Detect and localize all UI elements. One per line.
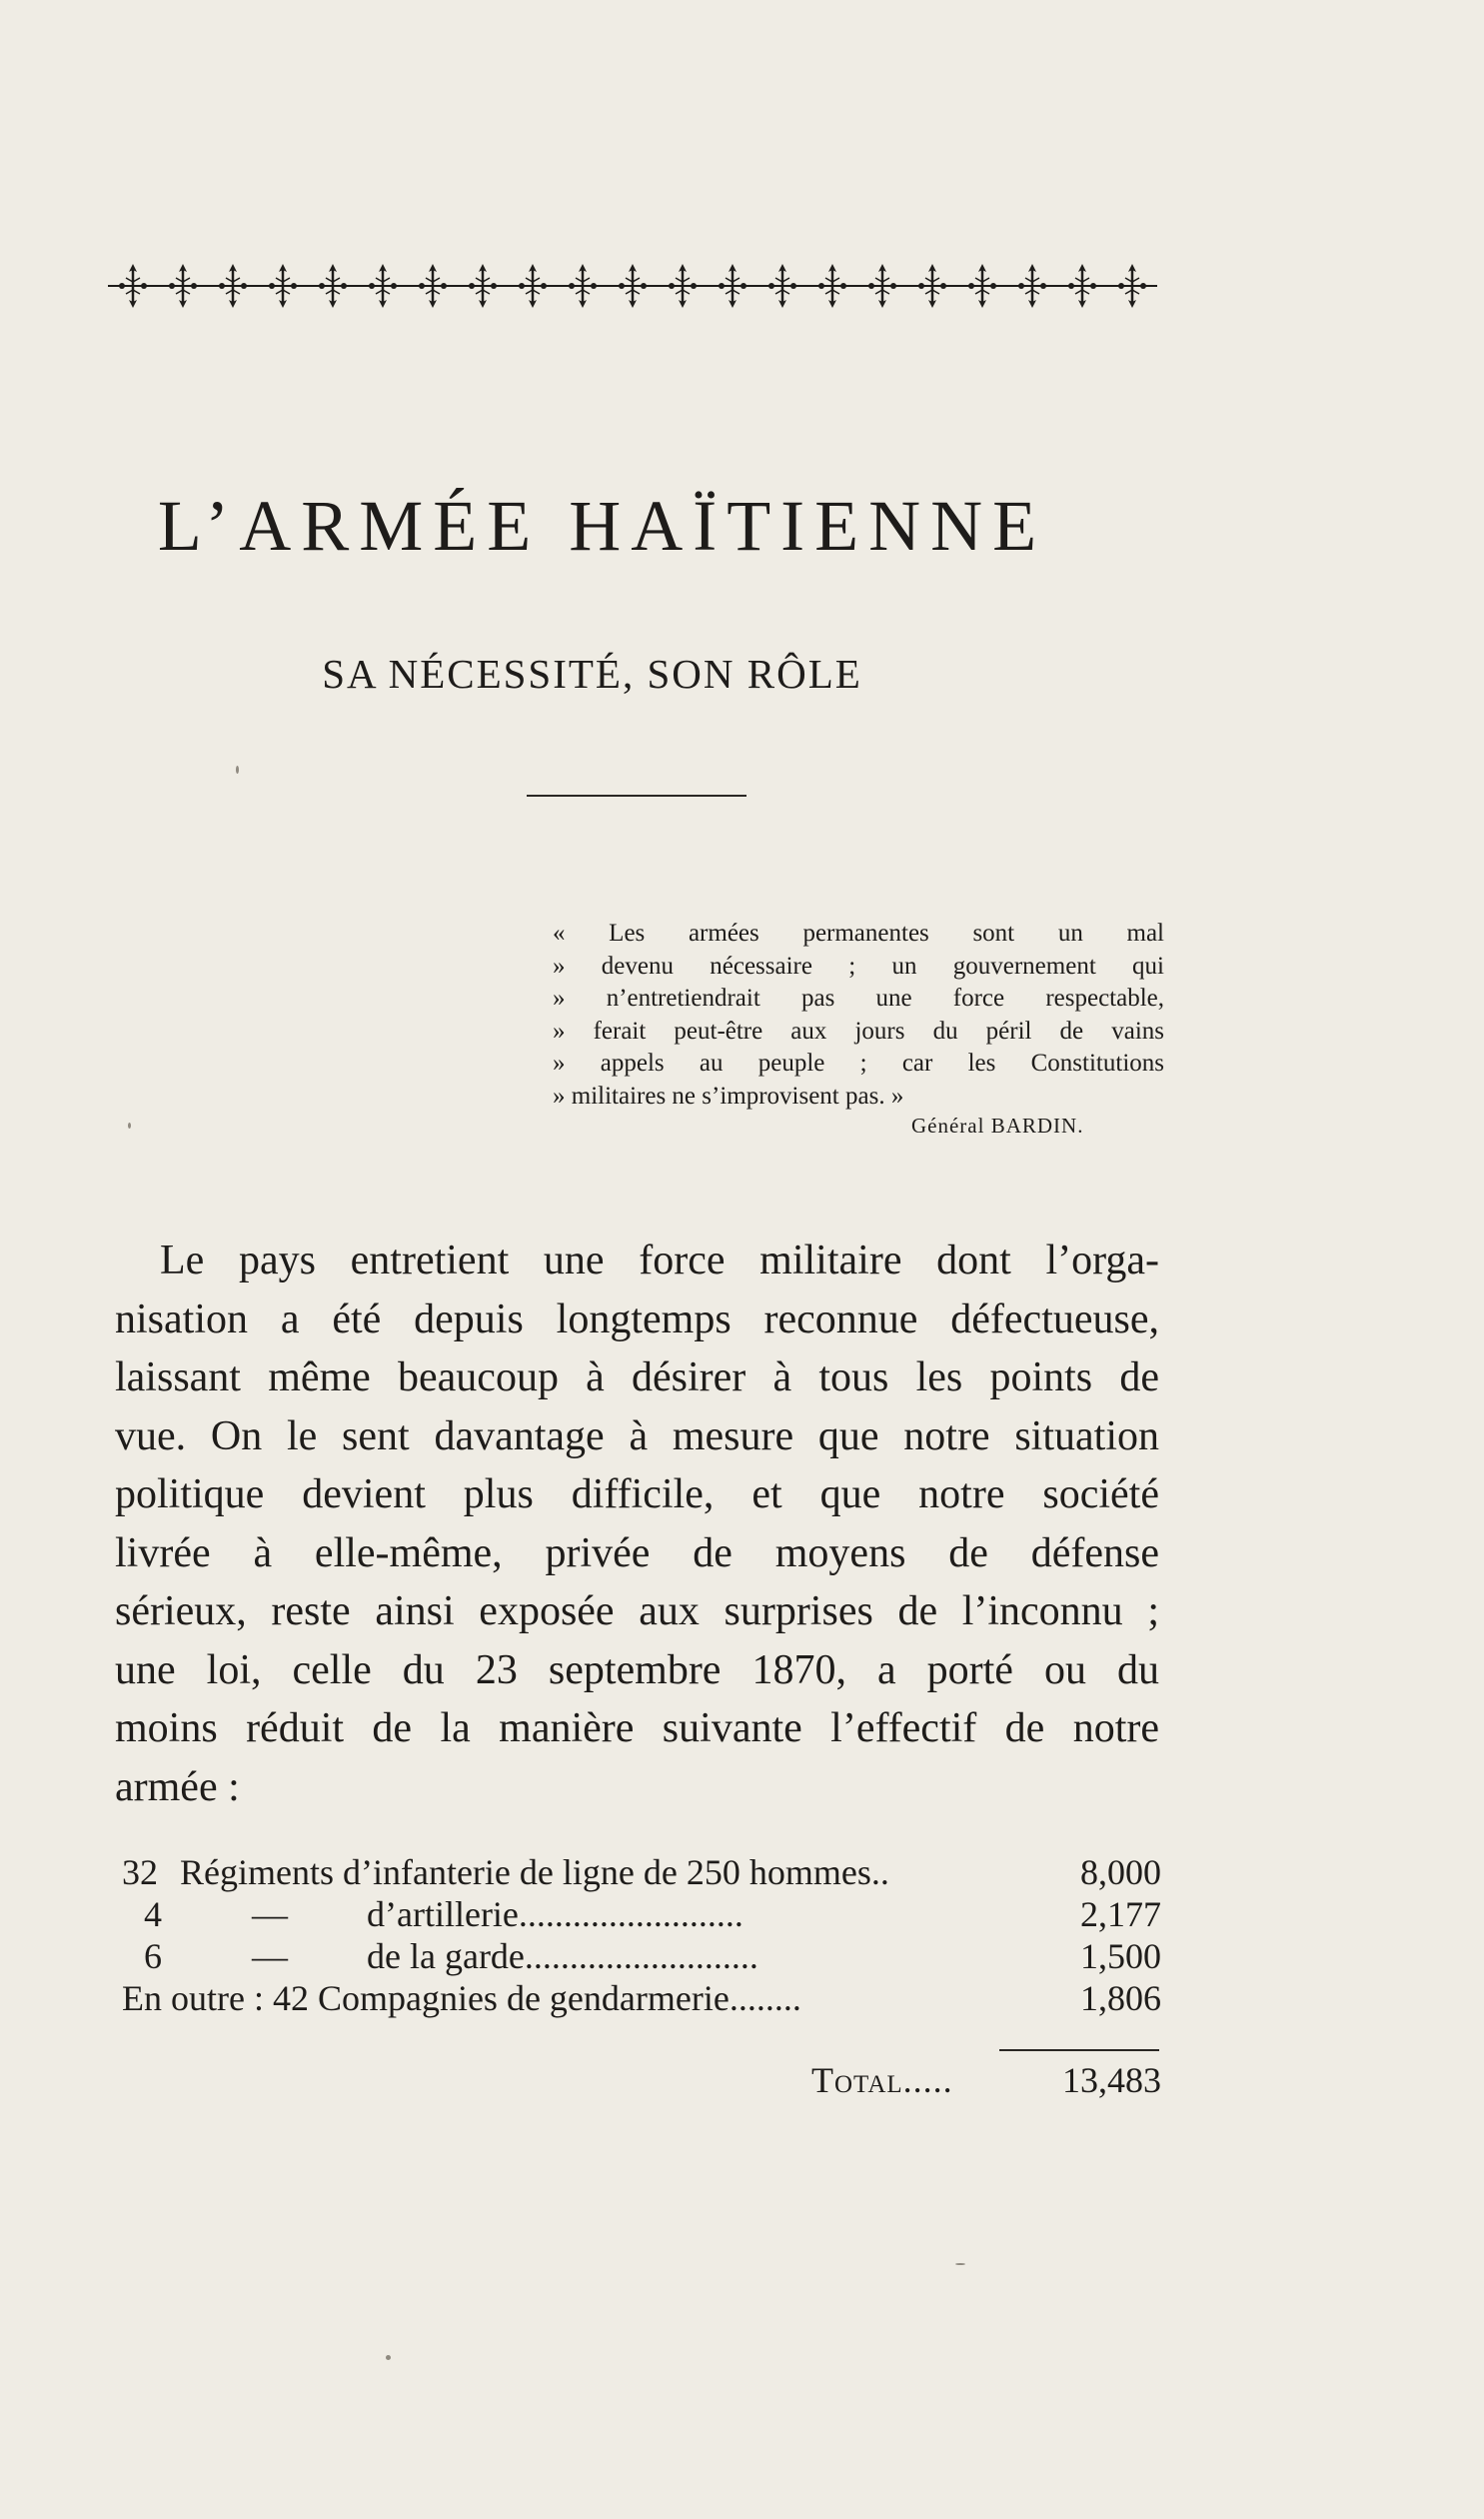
- paper-speck: [128, 1123, 131, 1129]
- paragraph-line: nisation a été depuis longtemps reconnue défectueuse,: [115, 1295, 1159, 1342]
- chapter-title: L’ARMÉE HAÏTIENNE: [157, 486, 1047, 566]
- row-quantity: 6: [144, 1936, 162, 1976]
- epigraph-line: » ferait peut-être aux jours du péril de vains: [553, 1017, 1164, 1045]
- total-label: Total.....: [811, 2060, 953, 2100]
- row-ditto-dash: —: [252, 1894, 288, 1934]
- title-divider: [527, 795, 746, 797]
- row-value: 1,500: [1080, 1936, 1161, 1976]
- paragraph-line: une loi, celle du 23 septembre 1870, a porté ou du: [115, 1646, 1159, 1693]
- total-rule: [999, 2049, 1159, 2051]
- paragraph-line: vue. On le sent davantage à mesure que notre situation: [115, 1412, 1159, 1459]
- epigraph-quote: [553, 918, 1164, 1113]
- epigraph-attribution: Général BARDIN.: [911, 1114, 1084, 1138]
- paragraph-line: armée :: [115, 1763, 240, 1810]
- table-row: [122, 1893, 1161, 1935]
- row-quantity: 32: [122, 1852, 158, 1892]
- row-label: de la garde..........................: [367, 1936, 758, 1976]
- paper-speck: [386, 2355, 391, 2360]
- table-row: [122, 1977, 1161, 2019]
- total-value: 13,483: [1062, 2060, 1161, 2100]
- epigraph-line: « Les armées permanentes sont un mal: [553, 920, 1164, 947]
- paragraph-line: sérieux, reste ainsi exposée aux surprises de l’inconnu ;: [115, 1588, 1159, 1634]
- fleuron-ornament-border: [108, 256, 1167, 316]
- army-strength-table: [122, 1851, 1161, 2019]
- row-value: 1,806: [1080, 1978, 1161, 2018]
- row-ditto-dash: —: [252, 1936, 288, 1976]
- paragraph-line: politique devient plus difficile, et que notre société: [115, 1471, 1159, 1517]
- row-label: d’artillerie.........................: [367, 1894, 743, 1934]
- chapter-subtitle: SA NÉCESSITÉ, SON RÔLE: [322, 651, 862, 697]
- body-paragraph: [115, 1232, 1159, 1816]
- row-quantity: 4: [144, 1894, 162, 1934]
- row-label: Régiments d’infanterie de ligne de 250 hommes..: [180, 1852, 889, 1892]
- table-total: [811, 2059, 1161, 2101]
- epigraph-line: » appels au peuple ; car les Constitutions: [553, 1050, 1164, 1077]
- paragraph-line: Le pays entretient une force militaire dont l’orga-: [160, 1238, 1159, 1283]
- epigraph-line: » devenu nécessaire ; un gouvernement qui: [553, 952, 1164, 980]
- row-label: En outre : 42 Compagnies de gendarmerie........: [122, 1978, 801, 2018]
- epigraph-line: » militaires ne s’improvisent pas. »: [553, 1082, 904, 1110]
- table-row: [122, 1851, 1161, 1893]
- table-row: [122, 1935, 1161, 1977]
- paragraph-line: livrée à elle-même, privée de moyens de défense: [115, 1529, 1159, 1576]
- paragraph-line: moins réduit de la manière suivante l’effectif de notre: [115, 1705, 1159, 1751]
- row-value: 8,000: [1080, 1852, 1161, 1892]
- paper-speck: [236, 766, 239, 774]
- paper-speck: [955, 2263, 965, 2265]
- row-value: 2,177: [1080, 1894, 1161, 1934]
- epigraph-line: » n’entretiendrait pas une force respectable,: [553, 985, 1164, 1012]
- paragraph-line: laissant même beaucoup à désirer à tous les points de: [115, 1354, 1159, 1400]
